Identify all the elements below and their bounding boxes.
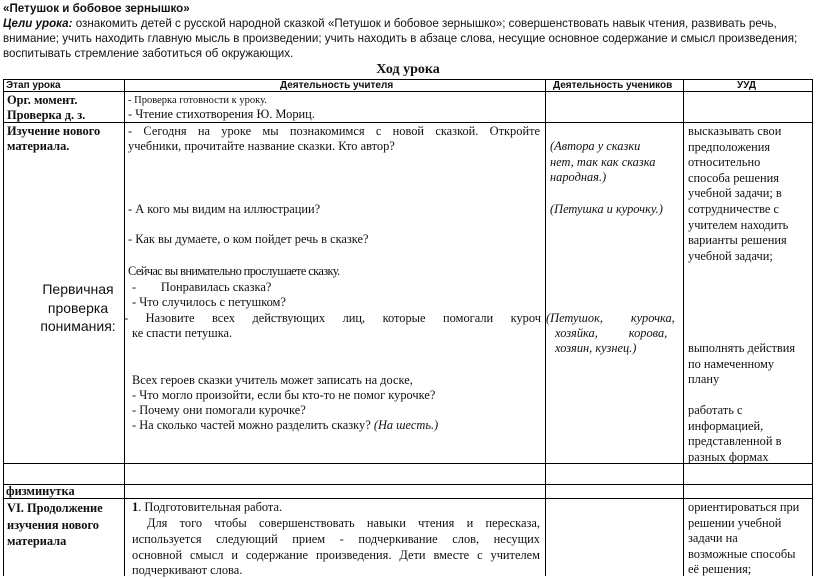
uud-block-1 (688, 124, 788, 264)
lesson-goals (3, 16, 811, 61)
uud-block-3 (688, 403, 781, 465)
uud-line: учебной задачи; (688, 248, 773, 263)
col-header-uud: УУД (737, 80, 757, 91)
uud-line: задачи на (688, 531, 738, 546)
uud-line: информацией, (688, 418, 764, 433)
teacher-line: - Что случилось с петушком? (132, 295, 286, 309)
stage-cont-line: VI. Продолжение (7, 501, 103, 515)
uud-line: учителем находить (688, 217, 789, 232)
uud-block-4 (688, 500, 799, 578)
plan-heading: Ход урока (376, 62, 440, 77)
teacher-line: основной смысл и содержание произведения. Дети вместе с учителем (132, 548, 540, 562)
uud-line: разных формах (688, 449, 769, 464)
lesson-title: «Петушок и бобовое зернышко» (3, 2, 190, 15)
student-answer: (Петушка и курочку.) (550, 202, 663, 216)
teacher-line: - Сегодня на уроке мы познакомимся с новой сказкой. Откройте (128, 124, 540, 138)
teacher-line: ке спасти петушка. (132, 326, 233, 340)
student-answer: нет, так как сказка (550, 155, 656, 169)
col-header-teacher: Деятельность учителя (280, 80, 394, 91)
stage-homework: Проверка д. з. (7, 108, 86, 122)
uud-line: относительно (688, 155, 761, 170)
uud-line: ориентироваться при (688, 500, 800, 514)
uud-line: возможные способы (688, 546, 796, 561)
uud-block-2 (688, 341, 795, 388)
stage-check-line: проверка (47, 299, 109, 316)
teacher-line: Для того чтобы совершенствовать навыки чтения и пересказа, (147, 516, 540, 530)
teacher-line: учебники, прочитайте название сказки. Кто автор? (128, 139, 395, 153)
student-answer: народная.) (550, 170, 607, 184)
uud-line: её решения; (688, 562, 752, 577)
student-answer: хозяйка, корова, (555, 326, 668, 340)
teacher-line: - Почему они помогали курочке? (132, 403, 306, 417)
uud-line: решении учебной (688, 515, 782, 530)
step-number: 1 (132, 500, 139, 514)
stage-new-material-2: материала. (7, 139, 70, 153)
uud-line: по намеченному (688, 356, 775, 371)
goals-label: Цели урока: (3, 17, 73, 30)
teacher-line: Сейчас вы внимательно прослушаете сказку. (128, 264, 340, 278)
col-header-students: Деятельность учеников (553, 80, 673, 91)
teacher-line: - Назовите всех действующих лиц, которые помогали куроч (124, 311, 541, 325)
uud-line: плану (688, 372, 720, 387)
teacher-org-2: - Чтение стихотворения Ю. Мориц. (128, 107, 315, 121)
stage-physical-minute: физминутка (6, 484, 75, 498)
teacher-line: Всех героев сказки учитель может записать на доске, (132, 373, 413, 387)
teacher-line (132, 418, 438, 433)
student-answer: хозяин, кузнец.) (555, 341, 637, 355)
answer-inline: (На шесть.) (370, 418, 439, 432)
stage-check-line: понимания: (40, 318, 116, 334)
teacher-line: подчеркивают слова. (132, 563, 243, 577)
stage-new-material: Изучение нового (7, 124, 101, 138)
teacher-line: используется следующий прием - подчеркивание слов, несущих (132, 532, 540, 546)
teacher-line: - Что могло произойти, если бы кто-то не помог курочке? (132, 388, 436, 402)
stage-cont-line: изучения нового (7, 517, 99, 532)
uud-line: способа решения (688, 170, 779, 185)
teacher-line: - А кого мы видим на иллюстрации? (128, 202, 321, 216)
student-answer: (Петушок, курочка, (546, 311, 675, 325)
teacher-line: - Понравилась сказка? (132, 280, 272, 294)
uud-line: учебной задачи; в (688, 186, 782, 201)
teacher-line: - Как вы думаете, о ком пойдет речь в сказке? (128, 232, 369, 246)
uud-line: варианты решения (688, 233, 787, 248)
uud-line: высказывать свои (688, 124, 782, 138)
teacher-question: - На сколько частей можно разделить сказку? (132, 418, 371, 432)
stage-check-line: Первичная (42, 281, 114, 297)
col-header-stage: Этап урока (6, 80, 61, 91)
uud-line: сотрудничестве с (688, 201, 779, 216)
uud-line: предположения (688, 139, 771, 154)
uud-line: выполнять действия (688, 341, 796, 355)
stage-org: Орг. момент. (7, 93, 78, 107)
teacher-line (132, 500, 282, 515)
goals-text: ознакомить детей с русской народной сказкой «Петушок и бобовое зернышко»; совершенствовать навык чтения, развивать речь, внимание; учить находить главную мысль в произведении; учить находить в абзаце слова, несущие основное содержание и смысл произведения; воспитывать стремление заботиться об окружающих. (3, 17, 798, 60)
stage-check (38, 280, 118, 336)
teacher-org-1: - Проверка готовности к уроку. (128, 95, 267, 106)
uud-line: представленной в (688, 434, 782, 449)
student-answer: (Автора у сказки (550, 139, 641, 153)
uud-line: работать с (688, 403, 743, 417)
stage-cont-line: материала (7, 534, 67, 548)
stage-continuation (7, 500, 103, 550)
step-title: . Подготовительная работа. (138, 500, 283, 514)
